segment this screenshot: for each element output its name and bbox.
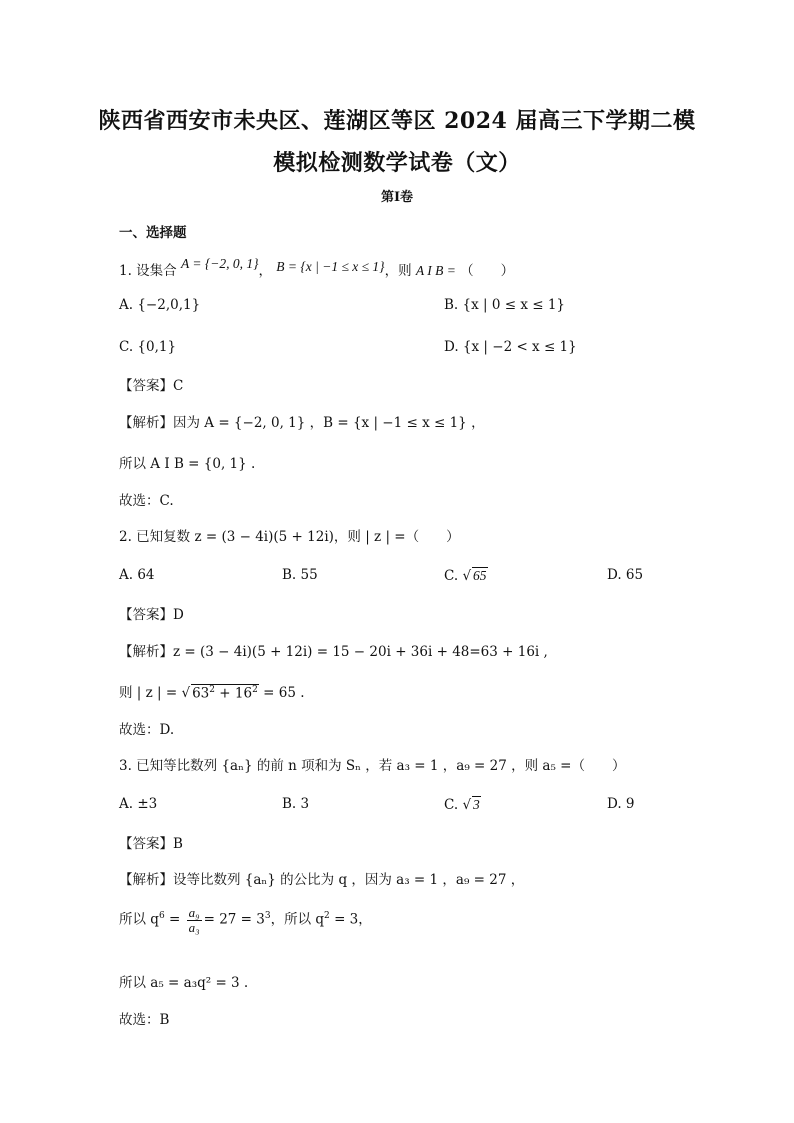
- q1-blank: （ ）: [460, 263, 515, 279]
- q1-analysis-1: 【解析】因为 A = {−2, 0, 1} ，B = {x | −1 ≤ x ≤ 1} ，: [119, 415, 485, 431]
- q3-analysis-2-tail-end: = 3，: [329, 911, 372, 928]
- q1-set-a: A = {−2, 0, 1}: [180, 256, 259, 271]
- q1-then: ，则: [384, 263, 412, 279]
- q3-option-d: D. 9: [607, 796, 635, 812]
- q3-option-c-label: C.: [444, 797, 459, 813]
- q1-option-a: A. {−2,0,1}: [119, 297, 201, 313]
- q1-analysis-2: 所以 A I B = {0, 1} .: [119, 456, 256, 472]
- q1-expr: A I B =: [415, 263, 456, 278]
- q2-analysis-2-pre: 则 | z | =: [119, 685, 178, 701]
- q1-stem-lead: 1. 设集合: [119, 263, 177, 279]
- q2-rad-exp-1: 2: [209, 684, 216, 695]
- q3-option-c: [444, 796, 481, 813]
- title-line-1: 陕西省西安市未央区、莲湖区等区 2024 届高三下学期二模: [98, 108, 696, 134]
- q1-stem: [119, 256, 515, 279]
- q3-analysis-2-exp: 6: [158, 911, 165, 922]
- sqrt-icon: √: [462, 568, 472, 584]
- title-line-2: 模拟检测数学试卷（文）: [273, 150, 521, 176]
- q3-fraction-denominator: a₃: [188, 919, 200, 935]
- sqrt-icon: √: [181, 685, 191, 701]
- q3-conclusion: 故选：B: [119, 1012, 170, 1028]
- q3-analysis-1: 【解析】设等比数列 {aₙ} 的公比为 q ，因为 a₃ = 1 ，a₉ = 27 ，: [119, 872, 525, 888]
- q2-answer: 【答案】D: [119, 607, 184, 623]
- q2-analysis-2: [119, 681, 305, 701]
- q3-fraction: [187, 906, 202, 934]
- q3-analysis-2-tail-exp: 2: [324, 911, 330, 922]
- q1-sep: ，: [258, 263, 272, 279]
- q3-analysis-2-post: = 27 = 3: [203, 911, 265, 928]
- q1-option-c: C. {0,1}: [119, 339, 177, 355]
- q2-option-c-radicand: 65: [473, 568, 487, 583]
- q2-rad-exp-2: 2: [252, 684, 258, 695]
- q2-analysis-2-post: = 65 .: [263, 685, 305, 701]
- q2-option-a: A. 64: [119, 567, 155, 583]
- q1-answer: 【答案】C: [119, 378, 184, 394]
- q2-option-b: B. 55: [282, 567, 318, 583]
- q3-answer: 【答案】B: [119, 836, 183, 852]
- q3-analysis-3: 所以 a₅ = a₃q² = 3 .: [119, 975, 249, 991]
- sqrt-icon: √: [462, 797, 472, 813]
- q3-analysis-2: [119, 906, 372, 934]
- q2-option-c: [444, 567, 488, 584]
- q1-option-b: B. {x | 0 ≤ x ≤ 1}: [444, 297, 566, 313]
- q3-option-c-radicand: 3: [473, 797, 480, 812]
- q2-analysis-1: 【解析】z = (3 − 4i)(5 + 12i) = 15 − 20i + 36i + 48=63 + 16i ,: [119, 644, 548, 660]
- q2-rad-base-1: 63: [192, 685, 210, 701]
- q2-stem: 2. 已知复数 z = (3 − 4i)(5 + 12i)，则 | z | =（ ）: [119, 529, 460, 545]
- q1-conclusion: 故选：C.: [119, 493, 174, 509]
- q3-option-a: A. ±3: [119, 796, 158, 812]
- q3-option-b: B. 3: [282, 796, 310, 812]
- q3-stem: 3. 已知等比数列 {aₙ} 的前 n 项和为 Sₙ ，若 a₃ = 1 ，a₉ = 27 ，则 a₅ =（ ）: [119, 758, 626, 774]
- q3-analysis-2-pre: 所以 q: [119, 911, 159, 928]
- section-heading: 一、选择题: [119, 225, 187, 241]
- q2-rad-plus: +: [215, 685, 235, 701]
- q3-fraction-numerator: a₉: [188, 905, 200, 920]
- q3-analysis-2-tail: ，所以 q: [270, 911, 325, 928]
- q1-option-d: D. {x | −2 < x ≤ 1}: [444, 339, 577, 355]
- q3-analysis-2-post-exp: 3: [264, 911, 271, 922]
- q2-option-d: D. 65: [607, 567, 644, 583]
- volume-label: 第Ⅰ卷: [380, 190, 414, 205]
- q2-radicand: [191, 684, 259, 702]
- q2-conclusion: 故选：D.: [119, 722, 175, 738]
- q2-option-c-label: C.: [444, 568, 459, 584]
- q3-analysis-2-eq: =: [164, 911, 181, 928]
- q2-rad-base-2: 16: [234, 685, 253, 701]
- q1-set-b: B = {x | −1 ≤ x ≤ 1}: [276, 259, 385, 274]
